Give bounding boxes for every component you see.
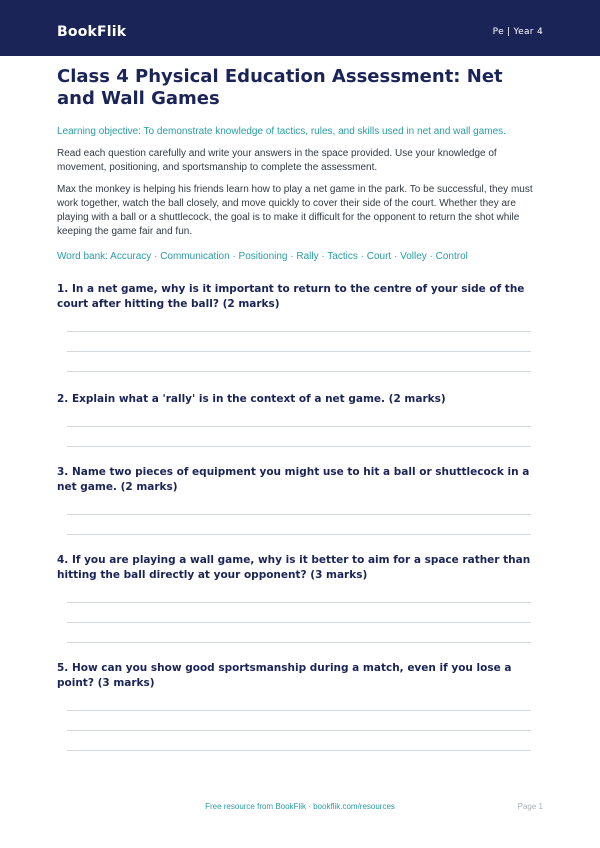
answer-line[interactable] — [67, 495, 531, 515]
page-number: Page 1 — [517, 802, 543, 811]
question-2: 2. Explain what a 'rally' is in the context of a net game. (2 marks) — [57, 393, 446, 405]
subject-year-label: Pe | Year 4 — [492, 27, 543, 37]
answer-line[interactable] — [67, 515, 531, 535]
answer-line[interactable] — [67, 603, 531, 623]
answer-area-5[interactable] — [57, 691, 543, 751]
page-title: Class 4 Physical Education Assessment: Net and Wall Games — [57, 66, 503, 109]
worksheet-content — [57, 66, 543, 751]
question-3: 3. Name two pieces of equipment you might use to hit a ball or shuttlecock in a net game. (2 marks) — [57, 466, 530, 493]
answer-line[interactable] — [67, 691, 531, 711]
answer-line[interactable] — [67, 352, 531, 372]
answer-area-3[interactable] — [57, 495, 543, 535]
instructions-paragraph: Read each question carefully and write your answers in the space provided. Use your knowledge of movement, positioning, and sportsmanship to complete the assessment. — [57, 148, 497, 173]
story-paragraph: Max the monkey is helping his friends learn how to play a net game in the park. To be successful, they must work together, watch the ball closely, and move quickly to cover their side of the court. Whether they are playing with a ball or a shuttlecock, the goal is to make it difficult for the opponent to return the shot while keeping the game fair and fun. — [57, 184, 533, 237]
page-footer — [0, 802, 600, 814]
answer-area-2[interactable] — [57, 407, 543, 447]
learning-objective: Learning objective: To demonstrate knowledge of tactics, rules, and skills used in net and wall games. — [57, 126, 506, 137]
answer-line[interactable] — [67, 583, 531, 603]
word-bank: Word bank: Accuracy · Communication · Positioning · Rally · Tactics · Court · Volley · Control — [57, 251, 468, 262]
answer-area-1[interactable] — [57, 312, 543, 372]
answer-line[interactable] — [67, 332, 531, 352]
answer-line[interactable] — [67, 623, 531, 643]
question-5: 5. How can you show good sportsmanship during a match, even if you lose a point? (3 marks) — [57, 662, 512, 689]
answer-line[interactable] — [67, 731, 531, 751]
page-header — [0, 0, 600, 56]
answer-line[interactable] — [67, 427, 531, 447]
footer-resource-link[interactable]: Free resource from BookFlik · bookflik.com/resources — [205, 802, 395, 811]
answer-area-4[interactable] — [57, 583, 543, 643]
question-1: 1. In a net game, why is it important to return to the centre of your side of the court after hitting the ball? (2 marks) — [57, 283, 525, 310]
brand-logo-text[interactable]: BookFlik — [57, 24, 127, 40]
question-4: 4. If you are playing a wall game, why is it better to aim for a space rather than hitting the ball directly at your opponent? (3 marks) — [57, 554, 531, 581]
answer-line[interactable] — [67, 711, 531, 731]
answer-line[interactable] — [67, 407, 531, 427]
answer-line[interactable] — [67, 312, 531, 332]
